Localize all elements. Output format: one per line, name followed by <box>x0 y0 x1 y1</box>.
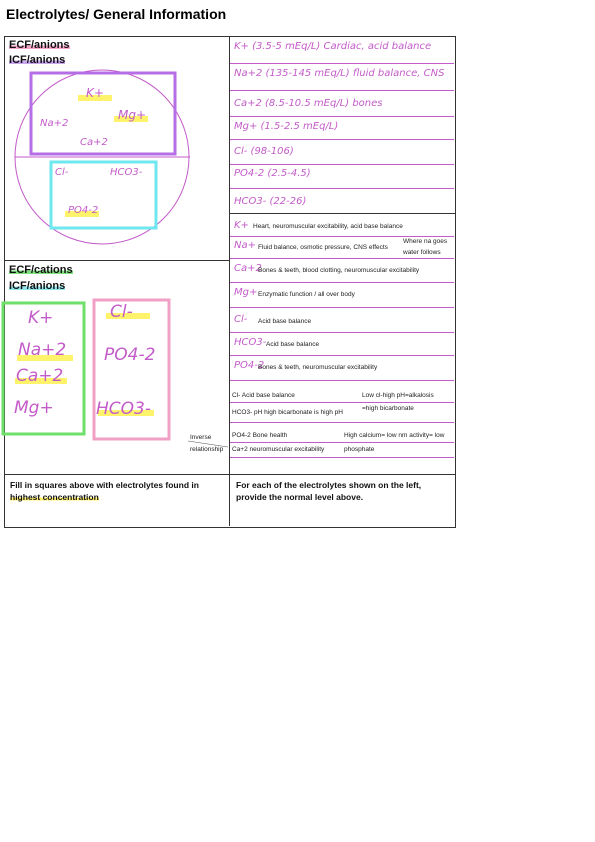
level-line <box>230 188 454 189</box>
level-na: Na+2 (135-145 mEq/L) fluid balance, CNS <box>234 68 445 79</box>
level-mg: Mg+ (1.5-2.5 mEq/L) <box>234 121 339 132</box>
func-line <box>230 332 454 333</box>
func-line <box>230 307 454 308</box>
relation-ca-aside: phosphate <box>344 446 375 453</box>
cation-ca: Ca+2 <box>16 366 64 386</box>
anion-hco3: HCO3- <box>96 399 151 419</box>
anion-po4: PO4-2 <box>104 345 156 365</box>
ion-na: Na+2 <box>40 118 69 129</box>
ion-k: K+ <box>86 86 104 100</box>
anion-cl: Cl- <box>110 302 133 322</box>
ion-cl: Cl- <box>55 167 69 178</box>
relation-hco3: HCO3- pH high bicarbonate is high pH <box>232 409 343 416</box>
func-mg-text: Enzymatic function / all over body <box>258 291 355 298</box>
relation-line <box>230 457 454 458</box>
level-line <box>230 139 454 140</box>
ion-mg: Mg+ <box>118 108 147 122</box>
func-line <box>230 258 454 259</box>
func-ca-ion: Ca+2 <box>234 263 262 274</box>
func-po4-ion: PO4-2 <box>234 360 265 371</box>
func-na-ion: Na+ <box>234 240 256 251</box>
func-line <box>230 355 454 356</box>
func-cl-ion: Cl- <box>234 314 248 325</box>
relation-ca: Ca+2 neuromuscular excitability <box>232 446 325 453</box>
cation-k: K+ <box>28 308 54 328</box>
func-hco3-ion: HCO3- <box>234 337 267 348</box>
level-line <box>230 116 454 117</box>
page-title: Electrolytes/ General Information <box>6 6 227 22</box>
level-hco3: HCO3- (22-26) <box>234 196 307 207</box>
relation-hco3-aside: =high bicarbonate <box>362 405 414 412</box>
func-na-aside: Where na goes water follows <box>403 238 448 256</box>
func-hco3-text: Acid base balance <box>266 341 320 348</box>
relation-po4-aside: High calcium= low nm activity= low <box>344 432 445 439</box>
icf-anions-label: ICF/anions <box>9 54 66 66</box>
level-line <box>230 164 454 165</box>
func-line <box>230 380 454 381</box>
relation-po4: PO4-2 Bone health <box>232 432 288 439</box>
ion-hco3: HCO3- <box>110 167 143 178</box>
level-cl: Cl- (98-106) <box>234 146 294 157</box>
relation-cl: Cl- Acid base balance <box>232 392 295 399</box>
footer-right-line-2: provide the normal level above. <box>236 492 364 502</box>
ion-po4: PO4-2 <box>68 205 99 216</box>
level-line <box>230 90 454 91</box>
func-cl-text: Acid base balance <box>258 318 312 325</box>
func-ca-text: Bones & teeth, blood clotting, neuromuscular excitability <box>258 267 420 274</box>
footer-right-line-1: For each of the electrolytes shown on the left, <box>236 480 422 490</box>
relation-line <box>230 442 454 443</box>
func-na-text: Fluid balance, osmotic pressure, CNS effects <box>258 244 388 251</box>
footer-left-line-1: Fill in squares above with electrolytes found in <box>10 480 199 490</box>
ecf-cations-label: ECF/cations <box>9 264 73 276</box>
level-ca: Ca+2 (8.5-10.5 mEq/L) bones <box>234 98 383 109</box>
footer-left-line-2: highest concentration <box>10 492 99 502</box>
func-mg-ion: Mg+ <box>234 287 258 298</box>
ecf-anions-label: ECF/anions <box>9 39 70 51</box>
func-k-ion: K+ <box>234 220 249 231</box>
cation-na: Na+2 <box>18 340 67 360</box>
level-line <box>230 63 454 64</box>
level-k: K+ (3.5-5 mEq/L) Cardiac, acid balance <box>234 41 432 52</box>
func-k-text: Heart, neuromuscular excitability, acid base balance <box>253 223 403 230</box>
inverse-label-1: Inverse <box>190 434 212 441</box>
icf-anions-label-2: ICF/anions <box>9 280 66 292</box>
relation-cl-aside: Low cl-high pH=alkalosis <box>362 392 434 399</box>
func-po4-text: Bones & teeth, neuromuscular excitability <box>258 364 378 371</box>
relation-line <box>230 402 454 403</box>
level-po4: PO4-2 (2.5-4.5) <box>234 168 311 179</box>
inverse-label-2: relationship <box>190 446 224 453</box>
relation-line <box>230 422 454 423</box>
ion-ca: Ca+2 <box>80 137 108 148</box>
cation-mg: Mg+ <box>14 398 54 418</box>
func-line <box>230 282 454 283</box>
